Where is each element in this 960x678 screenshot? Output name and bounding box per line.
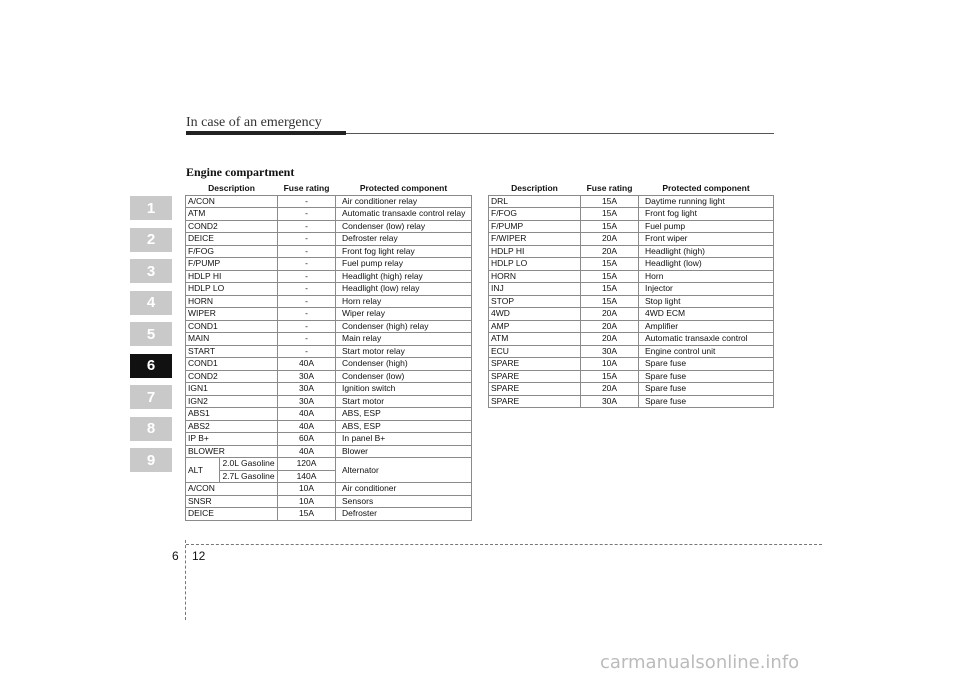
fuse-rating: -	[278, 270, 336, 283]
protected-component: ABS, ESP	[336, 408, 472, 421]
chapter-tab-8[interactable]: 8	[130, 417, 172, 441]
fuse-rating: 15A	[581, 270, 639, 283]
table-row	[186, 233, 472, 246]
table-row	[186, 195, 472, 208]
fuse-rating: 20A	[581, 383, 639, 396]
protected-component: Front wiper	[639, 233, 774, 246]
table-row	[489, 320, 774, 333]
fuse-description: HORN	[489, 270, 581, 283]
col-description-header: Description	[186, 183, 278, 195]
fuse-description: IGN1	[186, 383, 278, 396]
protected-component: Start motor	[336, 395, 472, 408]
fuse-rating: 15A	[581, 295, 639, 308]
protected-component: Daytime running light	[639, 195, 774, 208]
table-row	[186, 258, 472, 271]
fuse-rating: 15A	[581, 220, 639, 233]
table-row	[186, 395, 472, 408]
protected-component: Automatic transaxle control	[639, 333, 774, 346]
fuse-rating: 15A	[581, 370, 639, 383]
fuse-rating: 20A	[581, 245, 639, 258]
fuse-rating: -	[278, 320, 336, 333]
protected-component: Spare fuse	[639, 395, 774, 408]
table-row	[186, 220, 472, 233]
fuse-rating: 20A	[581, 333, 639, 346]
table-row	[489, 233, 774, 246]
fuse-description: STOP	[489, 295, 581, 308]
fuse-rating: 10A	[278, 495, 336, 508]
fuse-rating: 30A	[278, 383, 336, 396]
fuse-rating: -	[278, 308, 336, 321]
fuse-description: BLOWER	[186, 445, 278, 458]
chapter-tab-7[interactable]: 7	[130, 385, 172, 409]
table-row	[186, 433, 472, 446]
protected-component: Condenser (high)	[336, 358, 472, 371]
table-row	[186, 283, 472, 296]
fuse-description: ABS1	[186, 408, 278, 421]
table-row	[186, 320, 472, 333]
fuse-rating: 15A	[581, 258, 639, 271]
table-header-row	[186, 183, 472, 195]
fuse-rating: 15A	[278, 508, 336, 521]
table-row	[489, 295, 774, 308]
protected-component: Front fog light relay	[336, 245, 472, 258]
fuse-description: COND2	[186, 220, 278, 233]
fuse-description: HDLP LO	[186, 283, 278, 296]
fuse-rating: 30A	[278, 370, 336, 383]
protected-component: Headlight (high)	[639, 245, 774, 258]
col-rating-header: Fuse rating	[581, 183, 639, 195]
fuse-description: MAIN	[186, 333, 278, 346]
fuse-description: HDLP LO	[489, 258, 581, 271]
fuse-rating: 30A	[581, 395, 639, 408]
fuse-description: HORN	[186, 295, 278, 308]
protected-component: ABS, ESP	[336, 420, 472, 433]
col-rating-header: Fuse rating	[278, 183, 336, 195]
page-header-title: In case of an emergency	[186, 115, 322, 130]
fuse-description: IP B+	[186, 433, 278, 446]
protected-component: Condenser (low)	[336, 370, 472, 383]
fuse-rating: 30A	[581, 345, 639, 358]
fuse-rating: 20A	[581, 320, 639, 333]
table-row	[489, 308, 774, 321]
fuse-rating: -	[278, 258, 336, 271]
table-row	[489, 283, 774, 296]
protected-component: Spare fuse	[639, 358, 774, 371]
table-row	[489, 345, 774, 358]
watermark: carmanualsonline.info	[600, 652, 800, 673]
page-chapter-number: 6	[172, 549, 179, 563]
table-row	[489, 195, 774, 208]
protected-component: Automatic transaxle control relay	[336, 208, 472, 221]
fuse-description: F/PUMP	[186, 258, 278, 271]
protected-component: Headlight (high) relay	[336, 270, 472, 283]
table-row	[186, 208, 472, 221]
fuse-rating: -	[278, 333, 336, 346]
protected-component: Air conditioner relay	[336, 195, 472, 208]
table-row	[186, 420, 472, 433]
chapter-tab-1[interactable]: 1	[130, 196, 172, 220]
header-rule-accent	[186, 131, 346, 135]
fuse-description: DRL	[489, 195, 581, 208]
protected-component: Spare fuse	[639, 383, 774, 396]
fuse-description: F/FOG	[489, 208, 581, 221]
fuse-description: ATM	[489, 333, 581, 346]
protected-component: Headlight (low) relay	[336, 283, 472, 296]
table-row	[186, 345, 472, 358]
fuse-description: A/CON	[186, 483, 278, 496]
fuse-rating: 10A	[581, 358, 639, 371]
fuse-rating: 15A	[581, 195, 639, 208]
table-row	[186, 270, 472, 283]
fuse-description: COND1	[186, 320, 278, 333]
fuse-description: HDLP HI	[489, 245, 581, 258]
protected-component: Spare fuse	[639, 370, 774, 383]
fuse-rating: -	[278, 245, 336, 258]
fuse-rating: 10A	[278, 483, 336, 496]
table-row	[489, 395, 774, 408]
protected-component: Condenser (high) relay	[336, 320, 472, 333]
protected-component: Injector	[639, 283, 774, 296]
protected-component: 4WD ECM	[639, 308, 774, 321]
fuse-description: A/CON	[186, 195, 278, 208]
fuse-rating: -	[278, 233, 336, 246]
fuse-description: ALT	[186, 458, 220, 483]
chapter-tab-2[interactable]: 2	[130, 228, 172, 252]
fuse-description: ECU	[489, 345, 581, 358]
chapter-tab-9[interactable]: 9	[130, 448, 172, 472]
protected-component: In panel B+	[336, 433, 472, 446]
protected-component: Wiper relay	[336, 308, 472, 321]
fuse-description: AMP	[489, 320, 581, 333]
fuse-description: 4WD	[489, 308, 581, 321]
section-title: Engine compartment	[186, 165, 295, 179]
fuse-description: SNSR	[186, 495, 278, 508]
fuse-description: F/WIPER	[489, 233, 581, 246]
protected-component: Start motor relay	[336, 345, 472, 358]
fuse-description: ATM	[186, 208, 278, 221]
table-row	[489, 245, 774, 258]
protected-component: Alternator	[336, 458, 472, 483]
fuse-description: INJ	[489, 283, 581, 296]
fuse-rating: -	[278, 220, 336, 233]
fuse-rating: -	[278, 195, 336, 208]
fuse-description: DEICE	[186, 233, 278, 246]
fuse-rating: 40A	[278, 358, 336, 371]
table-row	[489, 358, 774, 371]
protected-component: Stop light	[639, 295, 774, 308]
protected-component: Main relay	[336, 333, 472, 346]
fuse-description: WIPER	[186, 308, 278, 321]
table-row	[186, 508, 472, 521]
table-row	[489, 333, 774, 346]
chapter-tab-5[interactable]: 5	[130, 322, 172, 346]
fuse-description: DEICE	[186, 508, 278, 521]
fuse-description: IGN2	[186, 395, 278, 408]
col-description-header: Description	[489, 183, 581, 195]
fuse-description: SPARE	[489, 370, 581, 383]
col-component-header: Protected component	[336, 183, 472, 195]
table-row	[489, 383, 774, 396]
table-row	[489, 208, 774, 221]
fuse-description: SPARE	[489, 383, 581, 396]
table-row	[186, 358, 472, 371]
fuse-description: SPARE	[489, 358, 581, 371]
protected-component: Fuel pump	[639, 220, 774, 233]
table-row	[186, 295, 472, 308]
table-row	[186, 408, 472, 421]
engine-fuse-table-left	[185, 183, 472, 521]
fuse-rating: 60A	[278, 433, 336, 446]
protected-component: Fuel pump relay	[336, 258, 472, 271]
fuse-rating: 15A	[581, 208, 639, 221]
fuse-rating: 15A	[581, 283, 639, 296]
fuse-description: ABS2	[186, 420, 278, 433]
fuse-rating: -	[278, 295, 336, 308]
protected-component: Amplifier	[639, 320, 774, 333]
chapter-tab-4[interactable]: 4	[130, 291, 172, 315]
fuse-rating: -	[278, 208, 336, 221]
table-row	[186, 308, 472, 321]
table-row	[489, 270, 774, 283]
engine-fuse-table-right	[488, 183, 774, 408]
protected-component: Engine control unit	[639, 345, 774, 358]
engine-variant: 2.0L Gasoline	[220, 458, 278, 471]
fuse-description: START	[186, 345, 278, 358]
footer-rule	[186, 544, 822, 545]
table-row	[186, 458, 472, 471]
fuse-description: F/FOG	[186, 245, 278, 258]
fuse-rating: -	[278, 283, 336, 296]
fuse-description: F/PUMP	[489, 220, 581, 233]
protected-component: Condenser (low) relay	[336, 220, 472, 233]
col-component-header: Protected component	[639, 183, 774, 195]
chapter-nav	[130, 196, 172, 480]
fuse-description: SPARE	[489, 395, 581, 408]
table-row	[186, 370, 472, 383]
protected-component: Defroster relay	[336, 233, 472, 246]
table-header-row	[489, 183, 774, 195]
fuse-rating: 40A	[278, 420, 336, 433]
page-number: 12	[192, 549, 206, 563]
fuse-rating: 140A	[278, 470, 336, 483]
table-row	[489, 370, 774, 383]
protected-component: Ignition switch	[336, 383, 472, 396]
fuse-rating: -	[278, 345, 336, 358]
table-row	[186, 245, 472, 258]
table-row	[489, 258, 774, 271]
table-row	[489, 220, 774, 233]
table-row	[186, 333, 472, 346]
fuse-description: HDLP HI	[186, 270, 278, 283]
protected-component: Horn	[639, 270, 774, 283]
fuse-rating: 20A	[581, 233, 639, 246]
table-row	[186, 445, 472, 458]
table-row	[186, 495, 472, 508]
chapter-tab-6[interactable]: 6	[130, 354, 172, 378]
fuse-rating: 120A	[278, 458, 336, 471]
table-row	[186, 483, 472, 496]
fuse-description: COND2	[186, 370, 278, 383]
fuse-description: COND1	[186, 358, 278, 371]
protected-component: Horn relay	[336, 295, 472, 308]
protected-component: Sensors	[336, 495, 472, 508]
fuse-rating: 40A	[278, 408, 336, 421]
protected-component: Blower	[336, 445, 472, 458]
protected-component: Defroster	[336, 508, 472, 521]
table-row	[186, 383, 472, 396]
protected-component: Headlight (low)	[639, 258, 774, 271]
engine-variant: 2.7L Gasoline	[220, 470, 278, 483]
fuse-rating: 30A	[278, 395, 336, 408]
protected-component: Front fog light	[639, 208, 774, 221]
chapter-tab-3[interactable]: 3	[130, 259, 172, 283]
footer-vertical-rule	[185, 540, 186, 620]
fuse-rating: 40A	[278, 445, 336, 458]
protected-component: Air conditioner	[336, 483, 472, 496]
fuse-rating: 20A	[581, 308, 639, 321]
